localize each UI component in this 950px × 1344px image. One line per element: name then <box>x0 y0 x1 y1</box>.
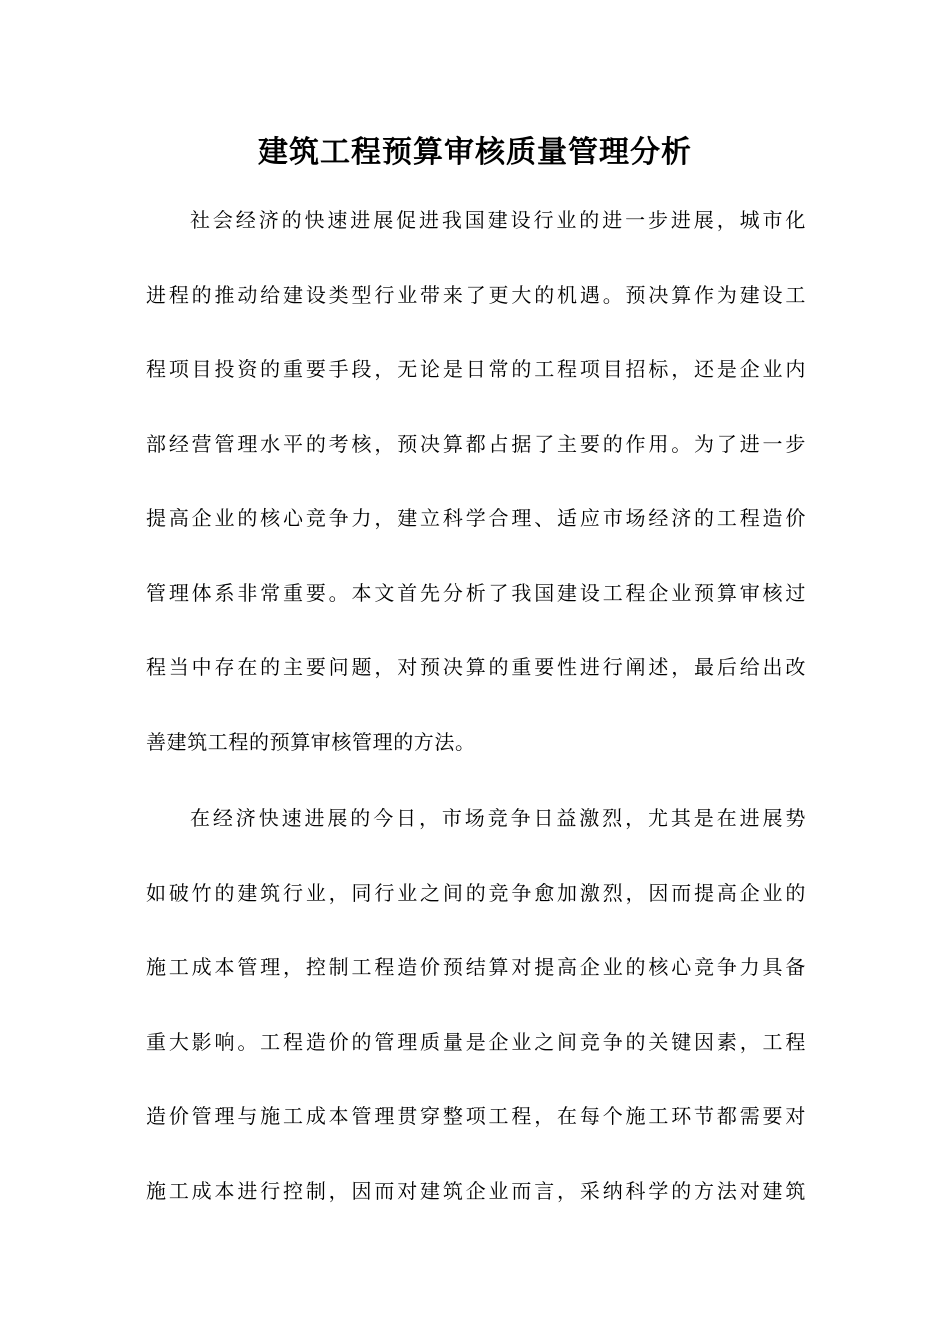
paragraph-line: 施工成本管理，控制工程造价预结算对提高企业的核心竞争力具备 <box>146 955 806 979</box>
paragraph-line: 施工成本进行控制，因而对建筑企业而言，采纳科学的方法对建筑 <box>146 1178 806 1203</box>
paragraph-line: 程项目投资的重要手段，无论是日常的工程项目招标，还是企业内 <box>146 357 806 381</box>
document-title: 建筑工程预算审核质量管理分析 <box>258 135 692 170</box>
paragraph-line: 进程的推动给建设类型行业带来了更大的机遇。预决算作为建设工 <box>146 282 806 307</box>
paragraph-line: 管理体系非常重要。本文首先分析了我国建设工程企业预算审核过 <box>146 580 806 605</box>
paragraph-line: 如破竹的建筑行业，同行业之间的竞争愈加激烈，因而提高企业的 <box>146 880 806 905</box>
paragraph-1 <box>146 200 806 796</box>
paragraph-line: 提高企业的核心竞争力，建立科学合理、适应市场经济的工程造价 <box>146 506 806 530</box>
paragraph-line: 部经营管理水平的考核，预决算都占据了主要的作用。为了进一步 <box>146 431 806 456</box>
paragraph-2 <box>146 798 806 1245</box>
paragraph-line: 重大影响。工程造价的管理质量是企业之间竞争的关键因素，工程 <box>146 1029 806 1054</box>
paragraph-line: 在经济快速进展的今日，市场竞争日益激烈，尤其是在进展势 <box>190 806 806 830</box>
paragraph-line: 程当中存在的主要问题，对预决算的重要性进行阐述，最后给出改 <box>146 655 806 679</box>
paragraph-line: 善建筑工程的预算审核管理的方法。 <box>146 729 476 754</box>
paragraph-line: 社会经济的快速进展促进我国建设行业的进一步进展，城市化 <box>190 208 806 232</box>
paragraph-line: 造价管理与施工成本管理贯穿整项工程，在每个施工环节都需要对 <box>146 1104 806 1128</box>
